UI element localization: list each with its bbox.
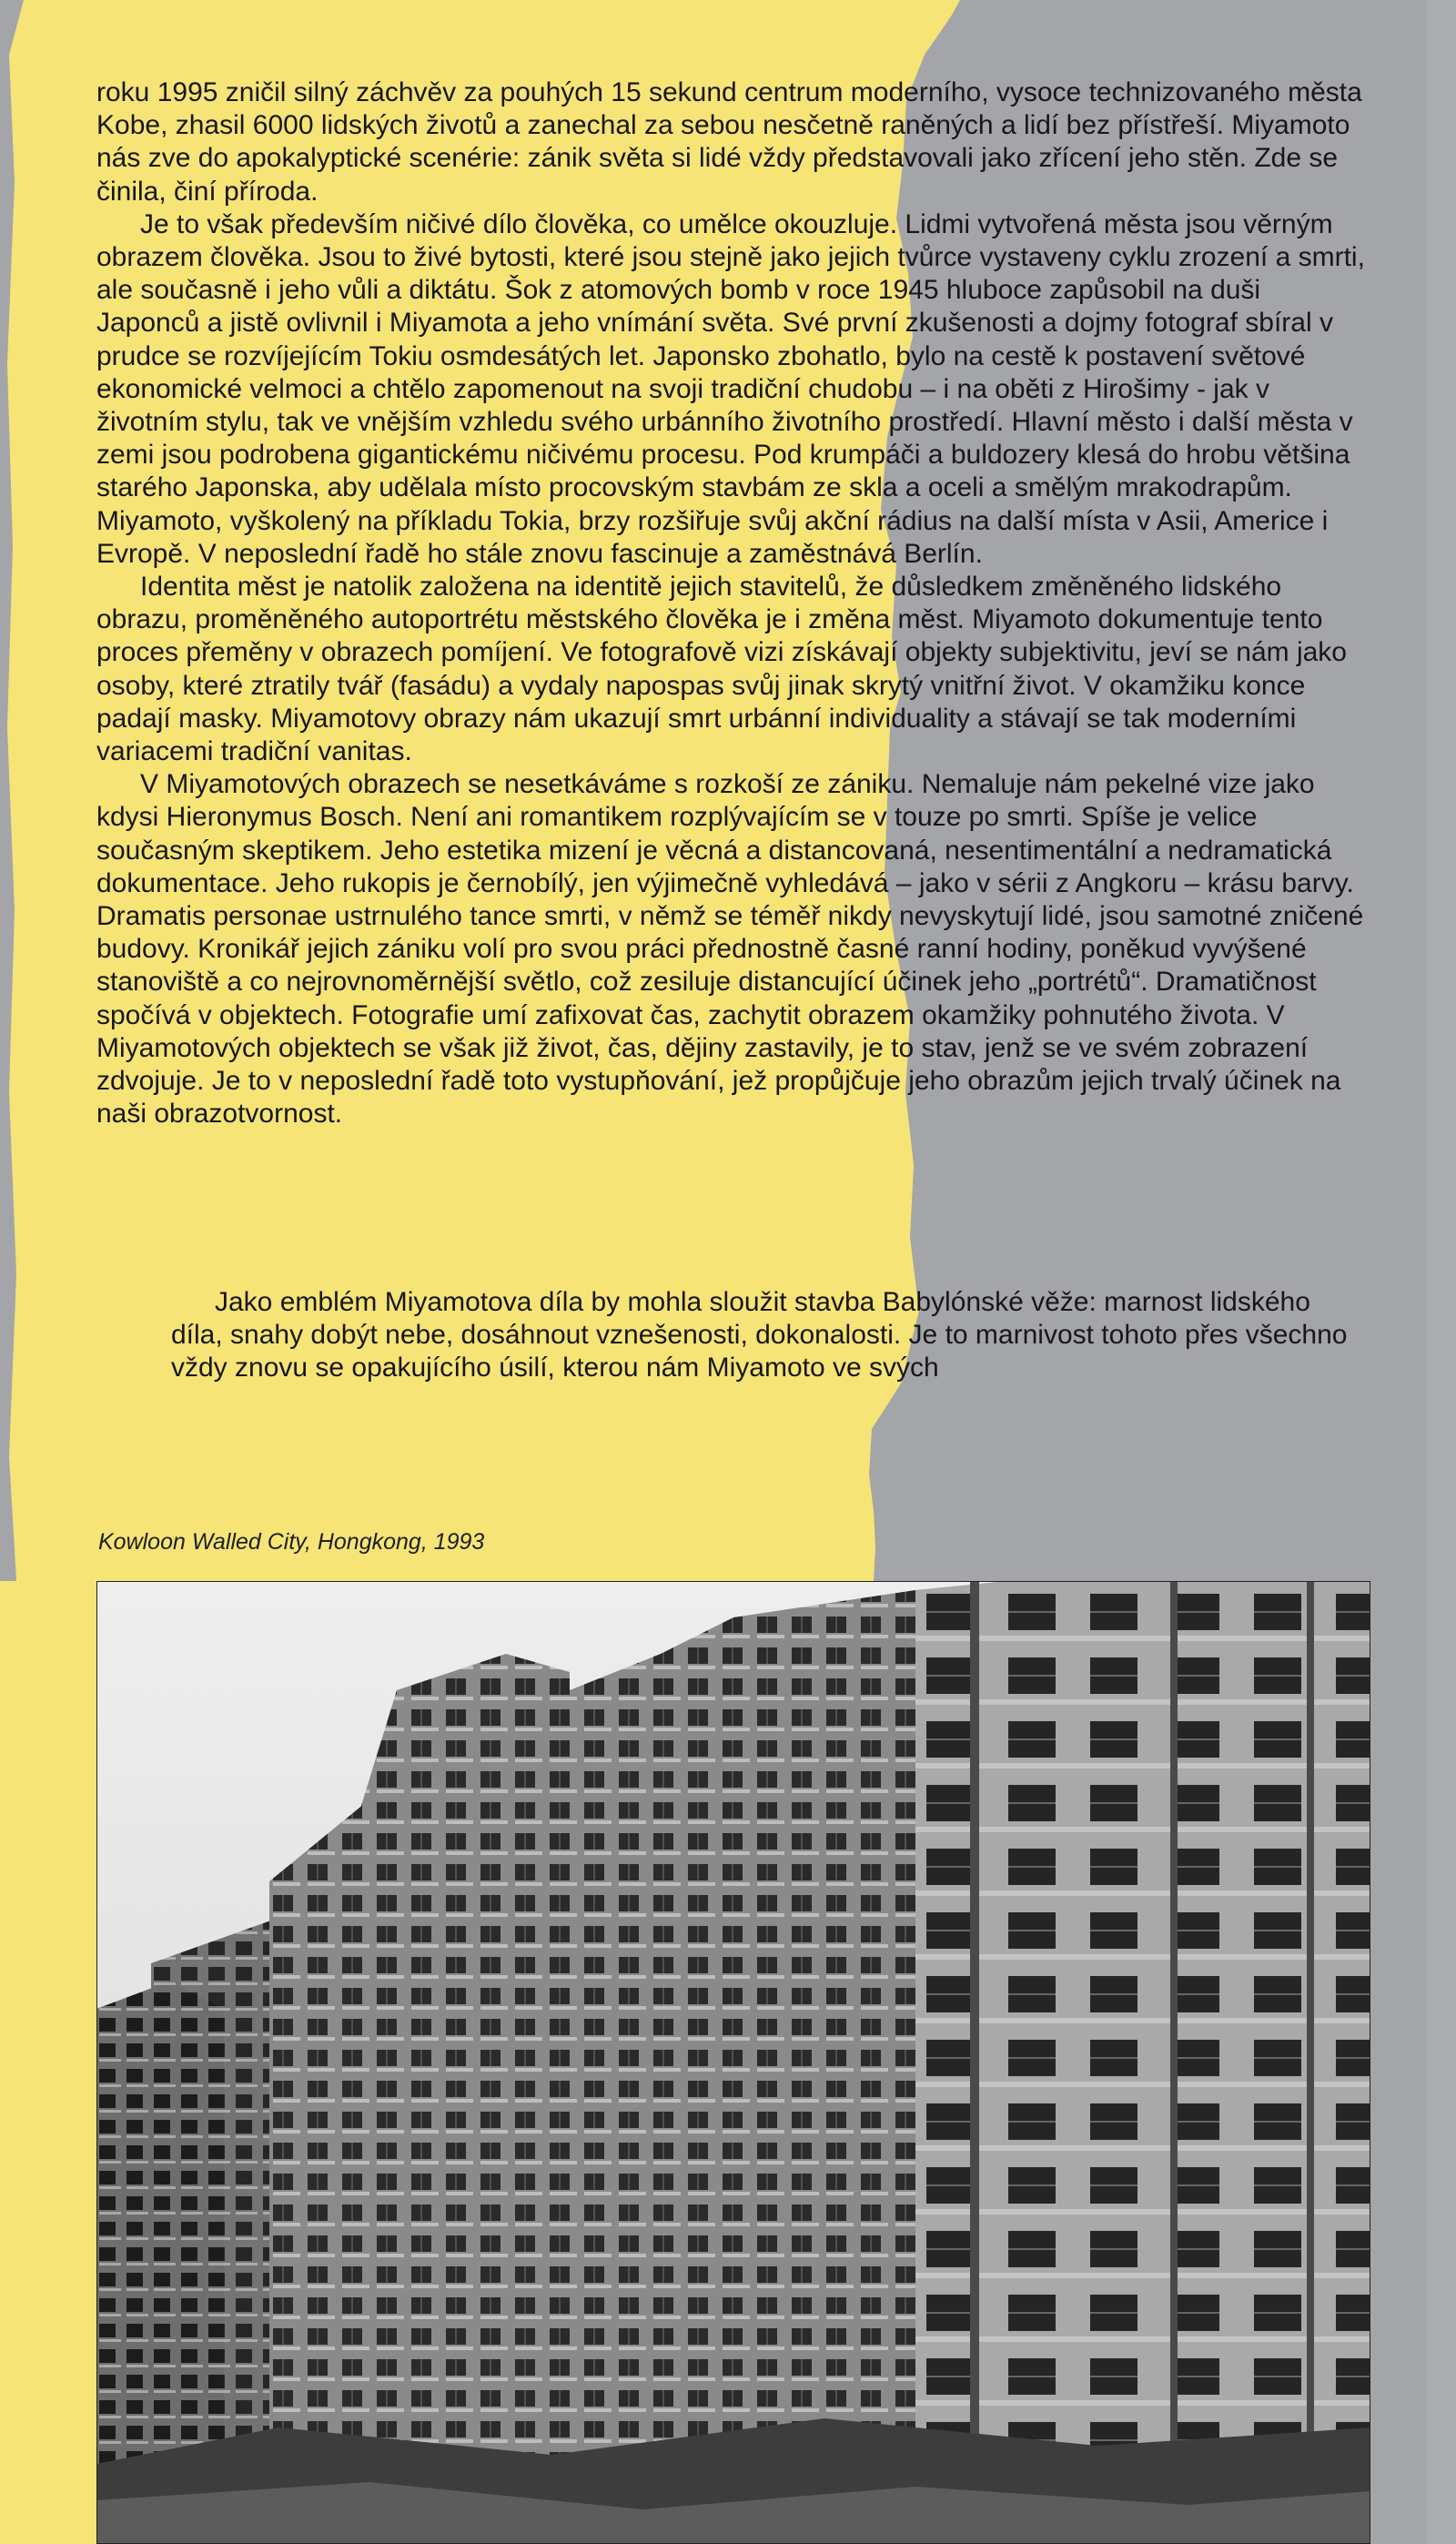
article-body bbox=[96, 76, 1366, 1131]
building-photo bbox=[96, 1581, 1370, 2544]
paragraph-1: roku 1995 zničil silný záchvěv za pouhých 15 sekund centrum moderního, vysoce technizovaného města Kobe, zhasil 6000 lidských životů a zanechal za sebou nesčetně raněných a lidí bez přístřeší. Miyamoto nás zve do apokalyptické scenérie: zánik světa si lidé vždy představovali jako zřícení jeho stěn. Zde se činila, činí příroda. bbox=[96, 77, 1362, 207]
paragraph-3: Identita měst je natolik založena na identitě jejich stavitelů, že důsledkem změněného lidského obrazu, proměněného autoportrétu městského člověka je i změna měst. Miyamoto dokumentuje tento proces přeměny v obrazech pomíjení. Ve fotografově vizi získávají objekty subjektivitu, jeví se nám jako osoby, které ztratily tvář (fasádu) a vydaly napospas svůj jinak skrytý vnitřní život. V okamžiku konce padají masky. Miyamotovy obrazy nám ukazují smrt urbánní individuality a stávají se tak moderními variacemi tradiční vanitas. bbox=[96, 572, 1347, 767]
paragraph-2: Je to však především ničivé dílo člověka, co umělce okouzluje. Lidmi vytvořená města jsou věrným obrazem člověka. Jsou to živé bytosti, které jsou stejně jako jejich tvůrce vystaveny cyklu zrození a smrti, ale současně i jeho vůli a diktátu. Šok z atomových bomb v roce 1945 hluboce zapůsobil na duši Japonců a jistě ovlivnil i Miyamota a jeho vnímání světa. Své první zkušenosti a dojmy fotograf sbíral v prudce se rozvíjejícím Tokiu osmdesátých let. Japonsko zbohatlo, bylo na cestě k postavení světové ekonomické velmoci a chtělo zapomenout na svoji tradiční chudobu – i na oběti z Hirošimy - jak v životním stylu, tak ve vnějším vzhledu svého urbánního životního prostředí. Hlavní město i další města v zemi jsou podrobena gigantickému ničivému procesu. Pod krumpáči a buldozery klesá do hrobu většina starého Japonska, aby udělala místo procovským stavbám ze skla a oceli a smělým mrakodrapům. Miyamoto, vyškolený na příkladu Tokia, brzy rozšiřuje svůj akční rádius na další místa v Asii, Americe i Evropě. V neposlední řadě ho stále znovu fascinuje a zaměstnává Berlín. bbox=[96, 208, 1365, 569]
quote-paragraph: Jako emblém Miyamotova díla by mohla sloužit stavba Babylónské věže: marnost lidského díla, snahy dobýt nebe, dosáhnout vznešenosti, dokonalosti. Je to marnivost tohoto přes všechno vždy znovu se opakujícího úsilí, kterou nám Miyamoto ve svých bbox=[171, 1287, 1348, 1383]
paragraph-4: V Miyamotových obrazech se nesetkáváme s rozkoší ze zániku. Nemaluje nám pekelné vize jako kdysi Hieronymus Bosch. Není ani romantikem rozplývajícím se v touze po smrti. Spíše je velice současným skeptikem. Jeho estetika mizení je věcná a distancovaná, nesentimentální a nedramatická dokumentace. Jeho rukopis je černobílý, jen výjimečně vyhledává – jako v sérii z Angkoru – krásu barvy. Dramatis personae ustrnulého tance smrti, v němž se téměř nikdy nevyskytují lidé, jsou samotné zničené budovy. Kronikář jejich zániku volí pro svou práci přednostně časné ranní hodiny, poněkud vyvýšené stanoviště a co nejrovnoměrnější světlo, což zesiluje distancující účinek jeho „portrétů“. Dramatičnost spočívá v objektech. Fotografie umí zafixovat čas, zachytit obrazem okamžiky pohnutého života. V Miyamotových objektech se však již život, čas, dějiny zastavily, je to stav, jenž se ve svém zobrazení zdvojuje. Je to v neposlední řadě toto vystupňování, jež propůjčuje jeho obrazům jejich trvalý účinek na naši obrazotvornost. bbox=[96, 769, 1364, 1130]
photo-caption: Kowloon Walled City, Hongkong, 1993 bbox=[98, 1529, 485, 1555]
